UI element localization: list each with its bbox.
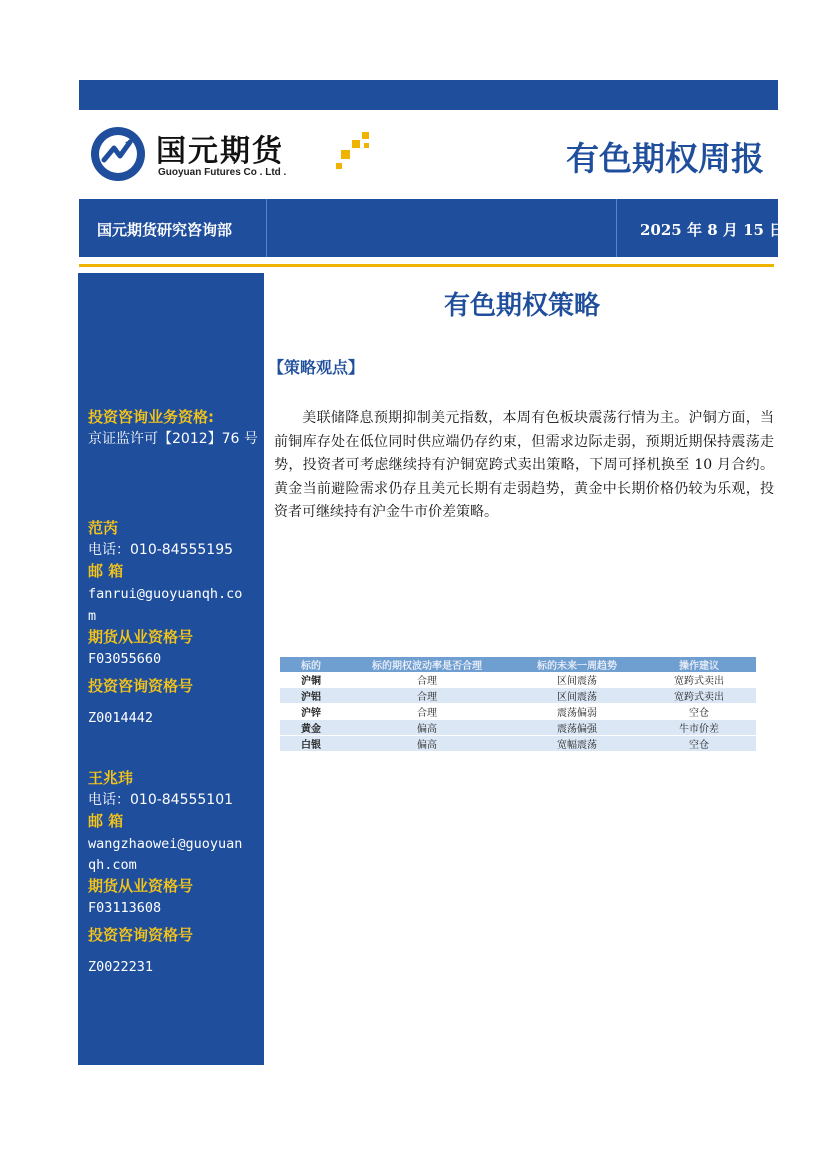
section-heading: 【策略观点】 — [268, 358, 365, 377]
table-cell: 震荡偏强 — [512, 720, 642, 736]
divider — [266, 199, 267, 257]
table-cell: 区间震荡 — [512, 672, 642, 688]
table-header-cell: 标的未来一周趋势 — [512, 657, 642, 672]
table-header-cell: 标的 — [280, 657, 342, 672]
futures-license-label: 期货从业资格号 — [88, 628, 194, 646]
table-header-row — [280, 657, 756, 672]
divider — [616, 199, 617, 257]
table-cell: 沪铝 — [280, 688, 342, 704]
logo-company-en: Guoyuan Futures Co . Ltd . — [158, 167, 287, 178]
report-date: 2025 年 8 月 15 日 — [640, 221, 785, 239]
table-cell: 偏高 — [342, 720, 512, 736]
analyst-phone: 电话：010-84555195 — [88, 542, 234, 558]
table-cell: 宽跨式卖出 — [642, 688, 756, 704]
table-cell: 宽跨式卖出 — [642, 672, 756, 688]
strategy-paragraph — [274, 407, 774, 525]
consult-license-label: 投资咨询资格号 — [88, 926, 194, 944]
analyst-email-cont: qh.com — [88, 857, 137, 873]
table-cell: 合理 — [342, 688, 512, 704]
consult-license-label: 投资咨询资格号 — [88, 677, 194, 695]
consult-license-number: Z0014442 — [88, 710, 154, 726]
table-row — [280, 672, 756, 688]
analyst-email: wangzhaowei@guoyuan — [88, 836, 243, 852]
logo-company-cn: 国元期货 — [156, 134, 284, 169]
table-header-cell: 标的期权波动率是否合理 — [342, 657, 512, 672]
analyst-email-cont: m — [88, 608, 97, 624]
gold-divider — [79, 264, 774, 267]
qualification-value: 京证监许可【2012】76 号 — [88, 431, 258, 447]
table-cell: 黄金 — [280, 720, 342, 736]
table-cell: 区间震荡 — [512, 688, 642, 704]
top-banner — [79, 80, 778, 110]
futures-license-label: 期货从业资格号 — [88, 877, 194, 895]
email-label: 邮 箱 — [88, 562, 124, 580]
main-title: 有色期权策略 — [443, 291, 600, 321]
table-cell: 合理 — [342, 672, 512, 688]
table-cell: 震荡偏弱 — [512, 704, 642, 720]
table-cell: 沪铜 — [280, 672, 342, 688]
qualification-label: 投资咨询业务资格: — [88, 408, 214, 426]
table-cell: 合理 — [342, 704, 512, 720]
report-title: 有色期权周报 — [566, 139, 764, 178]
email-label: 邮 箱 — [88, 812, 124, 830]
table-cell: 偏高 — [342, 736, 512, 752]
company-logo — [90, 120, 390, 188]
table-header-cell: 操作建议 — [642, 657, 756, 672]
table-row — [280, 688, 756, 704]
table-cell: 牛市价差 — [642, 720, 756, 736]
analyst-name: 王兆玮 — [88, 769, 134, 787]
table-cell: 白银 — [280, 736, 342, 752]
table-row — [280, 720, 756, 736]
strategy-text: 美联储降息预期抑制美元指数，本周有色板块震荡行情为主。沪铜方面，当前铜库存处在低位同时供应端仍存约束，但需求边际走弱，预期近期保持震荡走势，投资者可考虑继续持有沪铜宽跨式卖出策略，下周可择机换至 10 月合约。黄金当前避险需求仍存且美元长期有走弱趋势，黄金中长期价格仍较为乐观，投资者可继续持有沪金牛市价差策略。 — [274, 410, 774, 520]
contact-sidebar — [78, 273, 264, 1065]
table-cell: 空仓 — [642, 704, 756, 720]
table-row — [280, 704, 756, 720]
logo-emblem-icon — [90, 126, 146, 182]
table-cell: 沪锌 — [280, 704, 342, 720]
analyst-phone: 电话：010-84555101 — [88, 792, 234, 808]
table-row — [280, 736, 756, 752]
strategy-table — [280, 657, 756, 752]
table-cell: 空仓 — [642, 736, 756, 752]
department-name: 国元期货研究咨询部 — [97, 221, 233, 239]
consult-license-number: Z0022231 — [88, 959, 154, 975]
logo-squares-icon — [336, 132, 376, 172]
analyst-name: 范芮 — [88, 519, 119, 537]
analyst-email: fanrui@guoyuanqh.co — [88, 586, 243, 602]
futures-license-number: F03055660 — [88, 651, 162, 667]
table-cell: 宽幅震荡 — [512, 736, 642, 752]
futures-license-number: F03113608 — [88, 900, 162, 916]
